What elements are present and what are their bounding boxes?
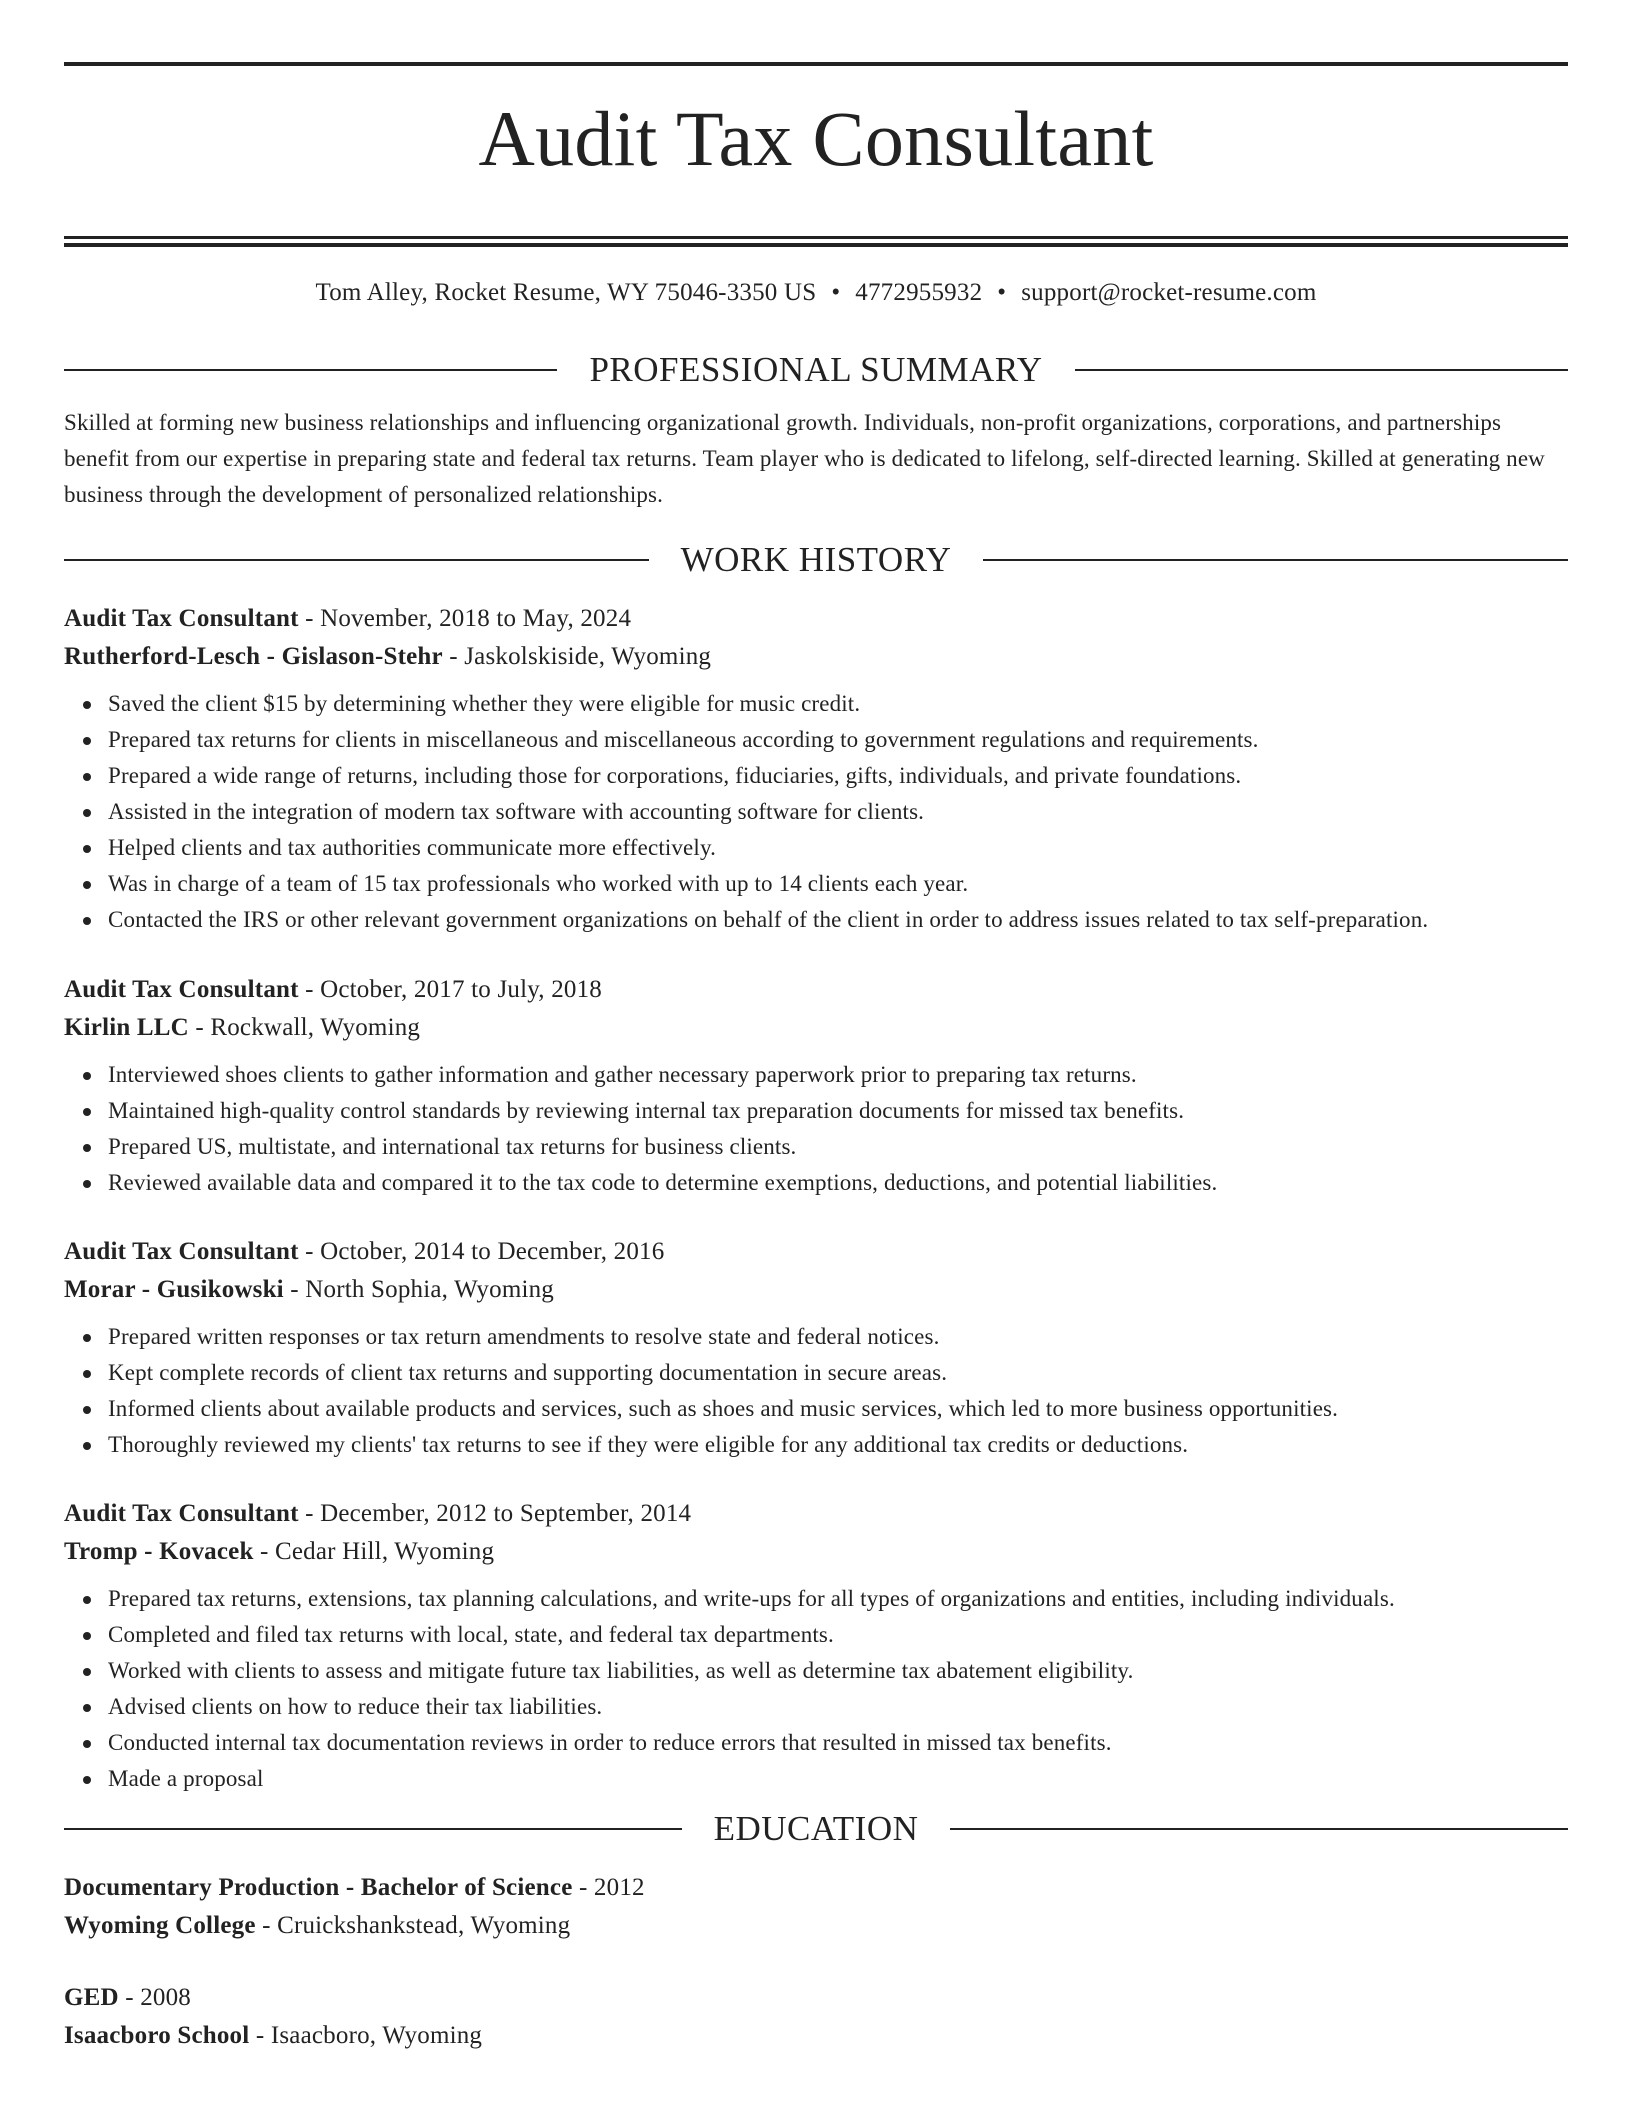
top-rule <box>64 62 1568 66</box>
contact-address: Tom Alley, Rocket Resume, WY 75046-3350 US <box>315 279 817 307</box>
job-bullet: Thoroughly reviewed my clients' tax returns to see if they were eligible for any additional tax credits or deductions. <box>108 1427 1568 1463</box>
section-title: EDUCATION <box>713 1809 919 1849</box>
job-title: Audit Tax Consultant <box>64 976 299 1004</box>
job-bullet: Saved the client $15 by determining whether they were eligible for music credit. <box>108 686 1568 722</box>
bullet-separator: • <box>997 279 1007 307</box>
education-school: Wyoming College <box>64 1912 256 1940</box>
job-bullet: Prepared tax returns for clients in miscellaneous and miscellaneous according to government regulations and requirements. <box>108 722 1568 758</box>
bullet-separator: • <box>831 279 841 307</box>
job-dates: - November, 2018 to May, 2024 <box>298 605 632 633</box>
education-school-line <box>64 2017 1568 2055</box>
education-degree: GED <box>64 1984 119 2012</box>
job-bullet: Worked with clients to assess and mitigate future tax liabilities, as well as determine tax abatement eligibility. <box>108 1653 1568 1689</box>
job-title: Audit Tax Consultant <box>64 1238 299 1266</box>
job-bullet: Made a proposal <box>108 1761 1568 1797</box>
heading-rule-right <box>1075 369 1568 371</box>
job-entry <box>64 971 1568 1201</box>
education-entry <box>64 1979 1568 2055</box>
job-bullet: Was in charge of a team of 15 tax professionals who worked with up to 14 clients each year. <box>108 866 1568 902</box>
contact-line <box>64 278 1568 308</box>
education-year: - 2012 <box>572 1874 645 1902</box>
job-company: Tromp - Kovacek <box>64 1538 254 1566</box>
heading-rule-right <box>983 559 1568 561</box>
job-bullet: Prepared US, multistate, and international tax returns for business clients. <box>108 1129 1568 1165</box>
job-bullet: Maintained high-quality control standards by reviewing internal tax preparation documents for missed tax benefits. <box>108 1093 1568 1129</box>
education-degree-line <box>64 1869 1568 1907</box>
job-dates: - December, 2012 to September, 2014 <box>298 1500 692 1528</box>
job-title: Audit Tax Consultant <box>64 605 299 633</box>
job-bullet: Conducted internal tax documentation reviews in order to reduce errors that resulted in missed tax benefits. <box>108 1725 1568 1761</box>
contact-email[interactable]: support@rocket-resume.com <box>1021 279 1317 307</box>
heading-rule-left <box>64 1828 682 1830</box>
job-bullet: Prepared a wide range of returns, including those for corporations, fiduciaries, gifts, individuals, and private foundations. <box>108 758 1568 794</box>
section-title: WORK HISTORY <box>680 540 952 580</box>
job-bullet-list <box>64 1057 1568 1201</box>
heading-rule-left <box>64 559 649 561</box>
job-bullet: Prepared tax returns, extensions, tax planning calculations, and write-ups for all types of organizations and entities, including individuals. <box>108 1581 1568 1617</box>
job-bullet: Reviewed available data and compared it to the tax code to determine exemptions, deductions, and potential liabilities. <box>108 1165 1568 1201</box>
job-location: - Jaskolskiside, Wyoming <box>442 643 712 671</box>
job-entry <box>64 600 1568 938</box>
job-bullet: Informed clients about available products and services, such as shoes and music services, which led to more business opportunities. <box>108 1391 1568 1427</box>
job-bullet-list <box>64 1581 1568 1797</box>
education-year: - 2008 <box>118 1984 192 2012</box>
resume-title: Audit Tax Consultant <box>478 95 1154 182</box>
education-entry <box>64 1869 1568 1945</box>
section-heading-work-history <box>64 540 1568 580</box>
job-location: - Cedar Hill, Wyoming <box>253 1538 495 1566</box>
job-bullet: Interviewed shoes clients to gather information and gather necessary paperwork prior to preparing tax returns. <box>108 1057 1568 1093</box>
education-school: Isaacboro School <box>64 2022 250 2050</box>
section-heading-education <box>64 1809 1568 1849</box>
job-company: Rutherford-Lesch - Gislason-Stehr <box>64 643 443 671</box>
job-company-line <box>64 1009 1568 1047</box>
title-double-rule <box>64 236 1568 247</box>
heading-rule-right <box>950 1828 1568 1830</box>
education-location: - Isaacboro, Wyoming <box>249 2022 483 2050</box>
job-bullet: Kept complete records of client tax returns and supporting documentation in secure areas. <box>108 1355 1568 1391</box>
job-bullet: Helped clients and tax authorities communicate more effectively. <box>108 830 1568 866</box>
job-company-line <box>64 1533 1568 1571</box>
education-degree: Documentary Production - Bachelor of Science <box>64 1874 573 1902</box>
job-bullet: Assisted in the integration of modern tax software with accounting software for clients. <box>108 794 1568 830</box>
section-heading-summary <box>64 350 1568 390</box>
job-bullet: Completed and filed tax returns with local, state, and federal tax departments. <box>108 1617 1568 1653</box>
contact-phone[interactable]: 4772955932 <box>855 279 983 307</box>
job-bullet-list <box>64 1319 1568 1463</box>
job-entry <box>64 1495 1568 1797</box>
job-entry <box>64 1233 1568 1463</box>
job-company: Morar - Gusikowski <box>64 1276 284 1304</box>
job-company-line <box>64 1271 1568 1309</box>
job-dates: - October, 2017 to July, 2018 <box>298 976 602 1004</box>
job-company-line <box>64 638 1568 676</box>
job-title-line <box>64 971 1568 1009</box>
job-dates: - October, 2014 to December, 2016 <box>298 1238 665 1266</box>
job-company: Kirlin LLC <box>64 1014 189 1042</box>
job-bullet: Prepared written responses or tax return amendments to resolve state and federal notices. <box>108 1319 1568 1355</box>
job-title-line <box>64 1495 1568 1533</box>
job-bullet: Advised clients on how to reduce their tax liabilities. <box>108 1689 1568 1725</box>
section-title: PROFESSIONAL SUMMARY <box>589 350 1043 390</box>
job-title: Audit Tax Consultant <box>64 1500 299 1528</box>
education-school-line <box>64 1907 1568 1945</box>
job-bullet: Contacted the IRS or other relevant government organizations on behalf of the client in order to address issues related to tax self-preparation. <box>108 902 1568 938</box>
job-bullet-list <box>64 686 1568 938</box>
job-title-line <box>64 600 1568 638</box>
job-title-line <box>64 1233 1568 1271</box>
summary-text: Skilled at forming new business relationships and influencing organizational growth. Individuals, non-profit organizations, corporations, and partnerships benefit from our expertise in preparing state and federal tax returns. Team player who is dedicated to lifelong, self-directed learning. Skilled at generating new business through the development of personalized relationships. <box>64 410 1545 508</box>
education-location: - Cruickshankstead, Wyoming <box>255 1912 571 1940</box>
education-degree-line <box>64 1979 1568 2017</box>
job-location: - North Sophia, Wyoming <box>283 1276 555 1304</box>
heading-rule-left <box>64 369 557 371</box>
job-location: - Rockwall, Wyoming <box>188 1014 421 1042</box>
